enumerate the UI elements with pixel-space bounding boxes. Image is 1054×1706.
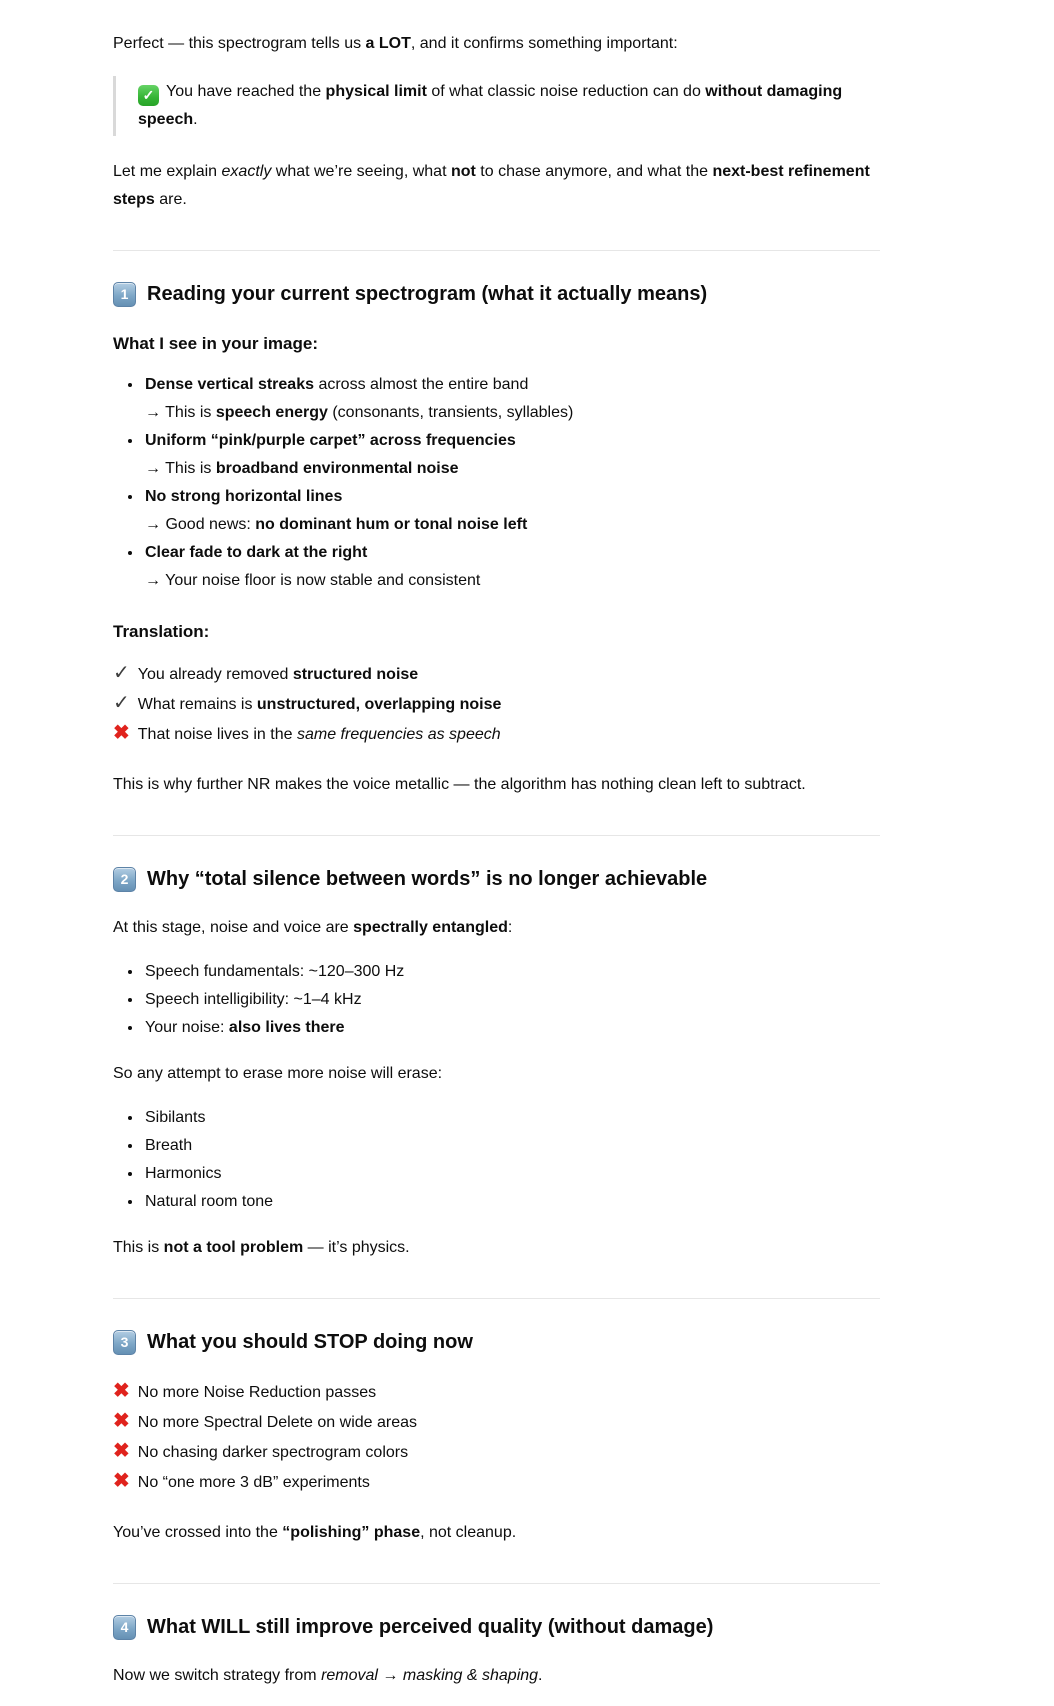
translation-list <box>113 659 880 749</box>
section-2-outro: This is not a tool problem — it’s physics. <box>113 1239 410 1256</box>
list-item-main: No strong horizontal lines <box>145 488 343 505</box>
section-1-outro: This is why further NR makes the voice metallic — the algorithm has nothing clean left to subtract. <box>113 776 806 793</box>
section-2-heading <box>113 866 880 892</box>
list-item: • Your noise: also lives there <box>143 1014 880 1042</box>
stop-doing-list <box>113 1377 880 1497</box>
section-divider <box>113 250 880 251</box>
list-item: • Speech fundamentals: ~120–300 Hz <box>143 958 880 986</box>
stop-doing-line <box>113 1467 880 1497</box>
cross-icon: ✖ <box>113 722 130 744</box>
translation-line <box>113 689 880 719</box>
list-item: • Sibilants <box>143 1104 880 1132</box>
section-3-outro: You’ve crossed into the “polishing” phase, not cleanup. <box>113 1524 517 1541</box>
keycap-3-icon: 3 <box>113 1330 136 1355</box>
section-4-heading <box>113 1614 880 1640</box>
translation-line <box>113 719 880 749</box>
section-3-heading <box>113 1329 880 1355</box>
list-item-main: Dense vertical streaks across almost the entire band <box>145 376 529 393</box>
section-4-paragraph-1: Now we switch strategy from removal → masking & shaping. <box>113 1667 543 1684</box>
stop-doing-text: No more Noise Reduction passes <box>137 1384 377 1401</box>
list-item: • Breath <box>143 1132 880 1160</box>
section-1-subhead-1: What I see in your image: <box>113 334 318 353</box>
success-check-icon: ✓ <box>138 85 159 106</box>
list-item-main: Uniform “pink/purple carpet” across frequencies <box>145 432 516 449</box>
spectrogram-observations-list <box>113 371 880 595</box>
list-item-sub: → This is broadband environmental noise <box>145 460 459 477</box>
stop-doing-text: No more Spectral Delete on wide areas <box>137 1414 418 1431</box>
list-item <box>143 539 880 595</box>
list-item <box>143 483 880 539</box>
section-divider <box>113 1583 880 1584</box>
section-1-heading <box>113 281 880 307</box>
list-item-sub: → Good news: no dominant hum or tonal noise left <box>145 516 528 533</box>
erase-targets-list <box>113 1104 880 1216</box>
frequency-facts-list <box>113 958 880 1042</box>
list-item: • Harmonics <box>143 1160 880 1188</box>
section-2-title: Why “total silence between words” is no longer achievable <box>147 868 708 890</box>
list-item-sub: → This is speech energy (consonants, transients, syllables) <box>145 404 574 421</box>
section-2-paragraph-2: So any attempt to erase more noise will erase: <box>113 1065 443 1082</box>
callout-text <box>138 78 880 134</box>
list-item: • Speech intelligibility: ~1–4 kHz <box>143 986 880 1014</box>
section-1-title: Reading your current spectrogram (what it actually means) <box>147 283 708 305</box>
keycap-1-icon: 1 <box>113 282 136 307</box>
keycap-4-icon: 4 <box>113 1615 136 1640</box>
cross-icon: ✖ <box>113 1440 130 1462</box>
section-divider <box>113 1298 880 1299</box>
list-item-sub: → Your noise floor is now stable and consistent <box>145 572 481 589</box>
message-content <box>113 0 880 1690</box>
translation-text: What remains is unstructured, overlapping noise <box>137 696 502 713</box>
callout-rich-text: You have reached the physical limit of what classic noise reduction can do without damaging speech. <box>138 83 843 128</box>
section-3-title: What you should STOP doing now <box>147 1331 473 1353</box>
translation-text: That noise lives in the same frequencies as speech <box>137 726 501 743</box>
section-1-subhead-2: Translation: <box>113 622 210 641</box>
cross-icon: ✖ <box>113 1410 130 1432</box>
stop-doing-line <box>113 1377 880 1407</box>
stop-doing-line <box>113 1407 880 1437</box>
section-divider <box>113 835 880 836</box>
stop-doing-line <box>113 1437 880 1467</box>
callout-quote <box>113 76 880 136</box>
list-item <box>143 427 880 483</box>
translation-text: You already removed structured noise <box>137 666 419 683</box>
section-4-title: What WILL still improve perceived quality (without damage) <box>147 1616 714 1638</box>
check-icon: ✓ <box>113 692 130 714</box>
list-item: • Natural room tone <box>143 1188 880 1216</box>
stop-doing-text: No chasing darker spectrogram colors <box>137 1444 409 1461</box>
cross-icon: ✖ <box>113 1380 130 1402</box>
list-item-main: Clear fade to dark at the right <box>145 544 368 561</box>
intro-paragraph: Perfect — this spectrogram tells us a LOT, and it confirms something important: <box>113 35 678 52</box>
translation-line <box>113 659 880 689</box>
intro-paragraph-2: Let me explain exactly what we’re seeing, what not to chase anymore, and what the next-best refinement steps are. <box>113 163 870 208</box>
keycap-2-icon: 2 <box>113 867 136 892</box>
list-item <box>143 371 880 427</box>
section-2-paragraph-1: At this stage, noise and voice are spectrally entangled: <box>113 919 513 936</box>
check-icon: ✓ <box>113 662 130 684</box>
stop-doing-text: No “one more 3 dB” experiments <box>137 1474 370 1491</box>
cross-icon: ✖ <box>113 1470 130 1492</box>
